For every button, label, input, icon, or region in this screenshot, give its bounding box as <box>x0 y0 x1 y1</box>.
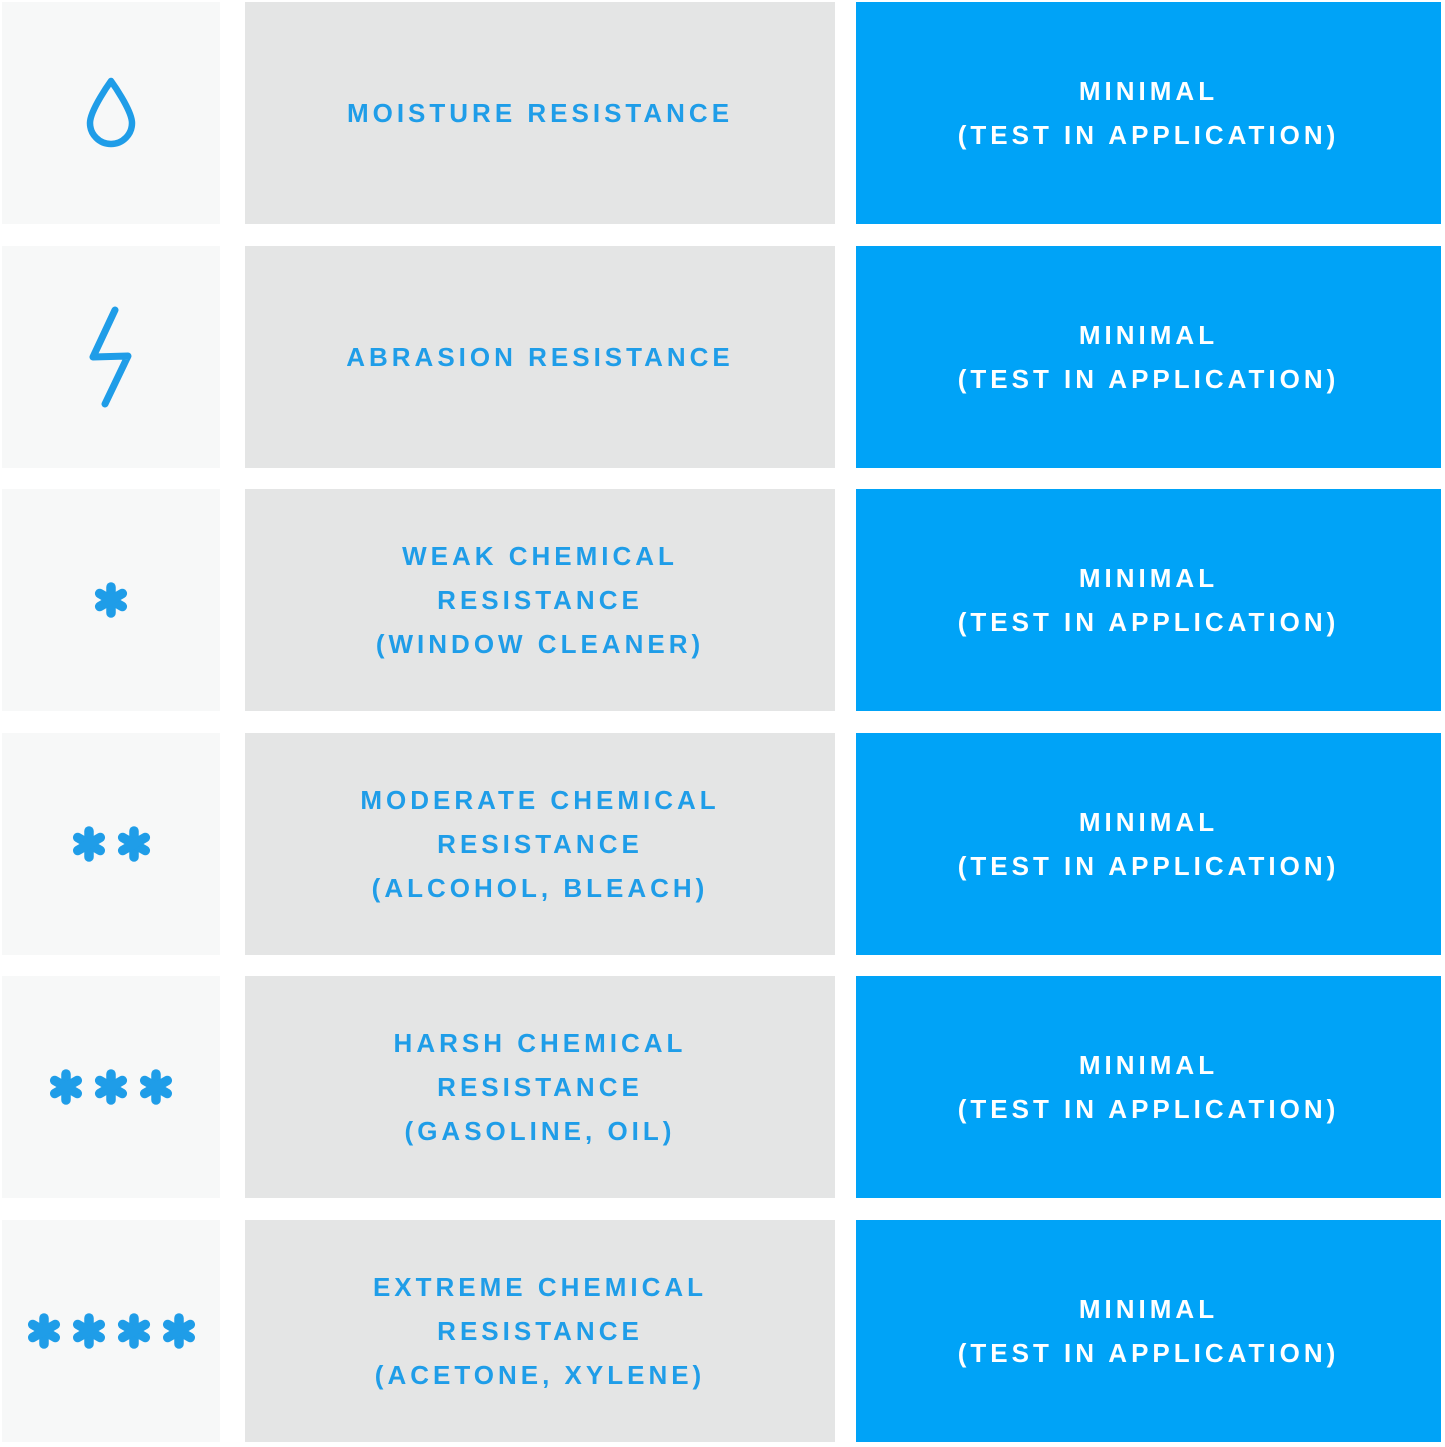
table-row <box>2 1220 1445 1442</box>
property-label-line: MOISTURE RESISTANCE <box>346 98 734 128</box>
property-label-line: RESISTANCE <box>437 1072 643 1102</box>
rating-value-line: (TEST IN APPLICATION) <box>957 850 1340 881</box>
rating-value-line: MINIMAL <box>1078 1293 1219 1324</box>
icon-cell <box>2 1220 220 1442</box>
rating-value <box>856 489 1441 711</box>
rating-value <box>856 733 1441 955</box>
asterisk-icon <box>71 825 107 863</box>
lightning-bolt-icon <box>89 306 134 408</box>
property-label-line: RESISTANCE <box>437 585 643 615</box>
rating-value-line: MINIMAL <box>1078 1050 1219 1080</box>
icon-cell <box>2 976 220 1198</box>
property-label <box>245 246 835 468</box>
property-label-line: (WINDOW CLEANER) <box>375 629 705 659</box>
asterisk-icon <box>48 1068 84 1106</box>
rating-value <box>856 976 1441 1198</box>
rating-value-line: MINIMAL <box>1078 319 1219 350</box>
property-label <box>245 2 835 224</box>
property-label-line: WEAK CHEMICAL <box>402 541 678 571</box>
asterisk-icon <box>93 1068 129 1106</box>
asterisk-icon <box>116 1312 152 1350</box>
table-row <box>2 733 1445 955</box>
rating-value-line: MINIMAL <box>1078 76 1219 106</box>
property-label <box>245 1220 835 1442</box>
rating-value-line: (TEST IN APPLICATION) <box>957 1094 1340 1124</box>
icon-cell <box>2 489 220 711</box>
table-row <box>2 2 1445 224</box>
property-label-line: EXTREME CHEMICAL <box>372 1271 708 1302</box>
property-label-line: ABRASION RESISTANCE <box>346 341 734 372</box>
icon-cell <box>2 733 220 955</box>
property-label <box>245 489 835 711</box>
property-label-line: RESISTANCE <box>437 1315 643 1346</box>
table-row <box>2 976 1445 1198</box>
asterisk-icon <box>138 1068 174 1106</box>
table-row <box>2 489 1445 711</box>
icon-cell <box>2 246 220 468</box>
property-label <box>245 733 835 955</box>
asterisk-icon <box>161 1312 197 1350</box>
property-label-line: (ALCOHOL, BLEACH) <box>371 872 709 903</box>
property-label-line: RESISTANCE <box>437 828 643 859</box>
property-label-line: HARSH CHEMICAL <box>393 1028 687 1058</box>
rating-value-line: MINIMAL <box>1078 563 1219 593</box>
rating-value <box>856 246 1441 468</box>
asterisk-icon <box>71 1312 107 1350</box>
rating-value-line: (TEST IN APPLICATION) <box>957 607 1340 637</box>
rating-value <box>856 1220 1441 1442</box>
rating-value-line: (TEST IN APPLICATION) <box>957 363 1340 394</box>
asterisk-icon <box>93 581 129 619</box>
rating-value-line: (TEST IN APPLICATION) <box>957 1337 1340 1368</box>
property-label-line: (GASOLINE, OIL) <box>404 1116 676 1146</box>
property-label-line: MODERATE CHEMICAL <box>360 784 720 815</box>
water-drop-icon <box>84 77 138 149</box>
rating-value-line: MINIMAL <box>1078 806 1219 837</box>
rating-value-line: (TEST IN APPLICATION) <box>957 120 1340 150</box>
asterisk-icon <box>26 1312 62 1350</box>
rating-value <box>856 2 1441 224</box>
icon-cell <box>2 2 220 224</box>
table-row <box>2 246 1445 468</box>
property-label <box>245 976 835 1198</box>
property-label-line: (ACETONE, XYLENE) <box>374 1359 706 1390</box>
asterisk-icon <box>116 825 152 863</box>
